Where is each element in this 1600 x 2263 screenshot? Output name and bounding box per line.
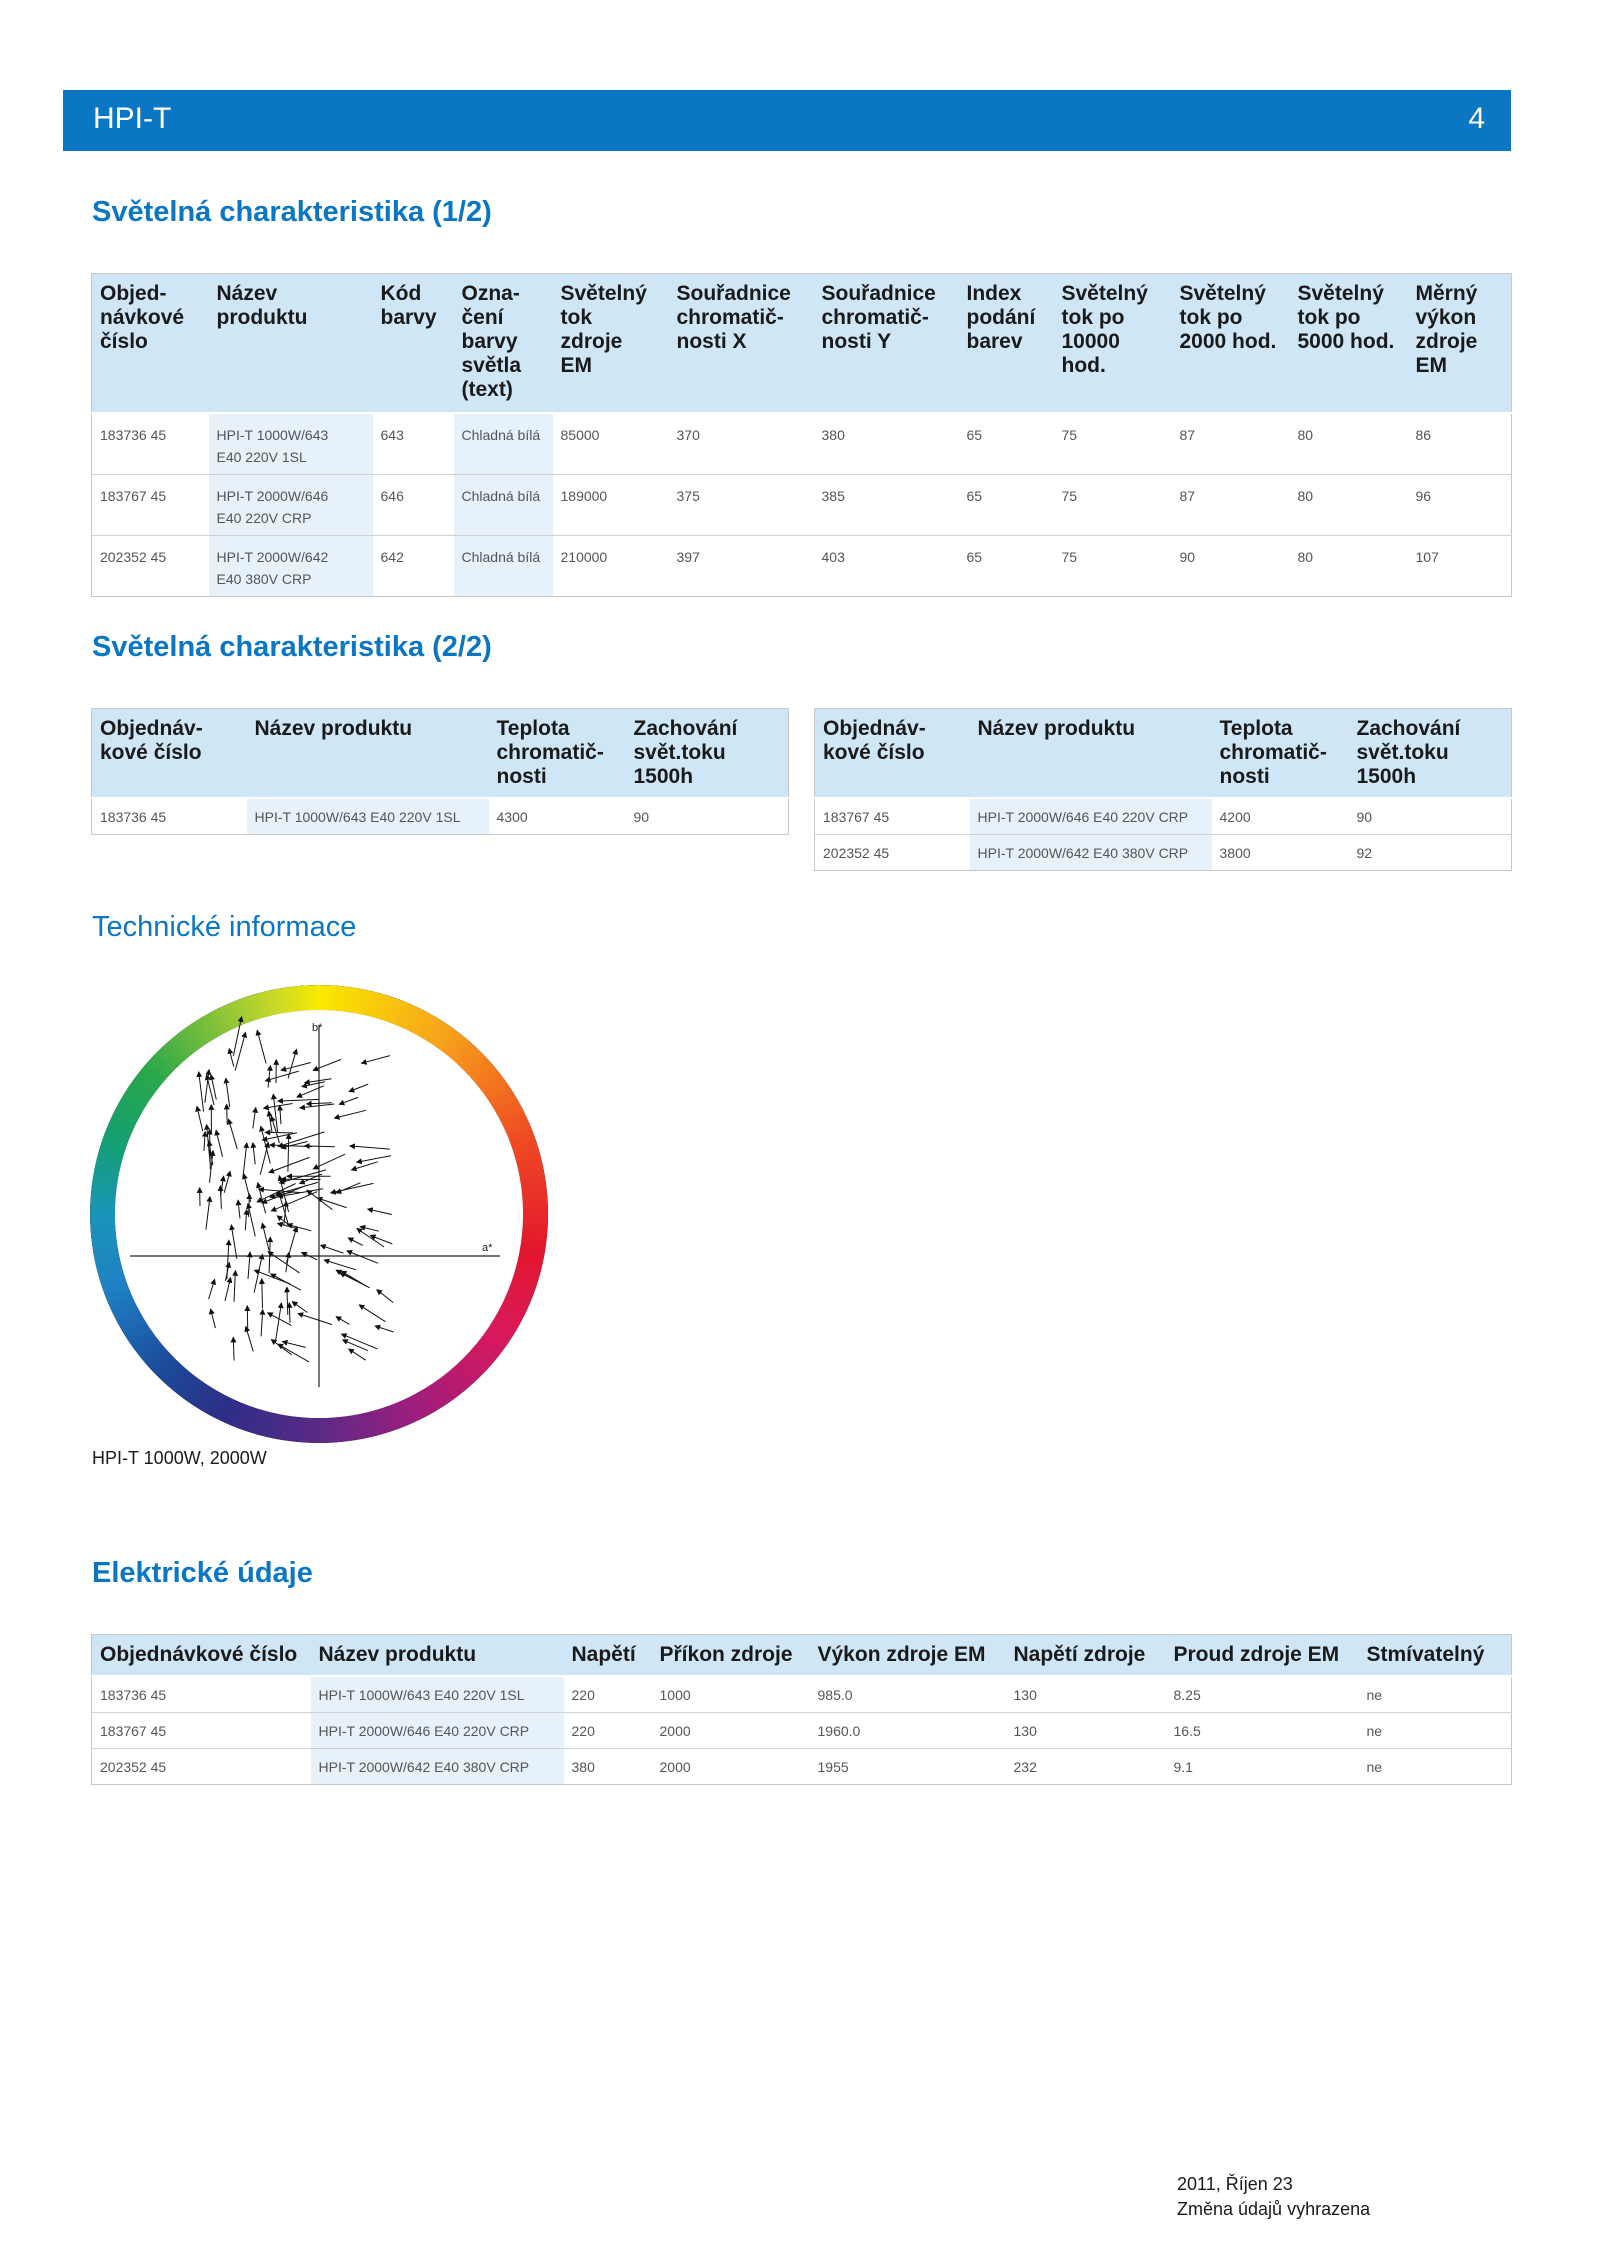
header-bar [63,90,1511,151]
column-header: Stmívatelný [1359,1635,1512,1677]
table-cell: 80 [1290,536,1408,597]
table-cell: 385 [814,475,959,536]
column-header: Zachování svět.toku 1500h [1349,709,1512,799]
a-axis-label: a* [482,1242,493,1254]
color-wheel-svg [90,985,548,1443]
shift-arrow [265,1132,293,1133]
column-header: Název produktu [247,709,489,799]
section-title-electrical-data: Elektrické údaje [92,1557,313,1589]
column-header: Napětí zdroje [1006,1635,1166,1677]
table-cell: 90 [626,798,789,835]
page-number: 4 [1468,102,1485,135]
table-row [92,1713,1512,1749]
table-cell: 1960.0 [810,1713,1006,1749]
column-header: Proud zdroje EM [1166,1635,1359,1677]
table-cell: 85000 [553,413,669,475]
table-cell: 130 [1006,1676,1166,1713]
table-cell: 80 [1290,413,1408,475]
table-cell: 87 [1172,413,1290,475]
column-header: Souřadnice chromatič- nosti Y [814,274,959,414]
column-header: Název produktu [311,1635,564,1677]
table-row [92,798,789,835]
table-cell: 107 [1408,536,1512,597]
table-cell: 232 [1006,1749,1166,1785]
table-cell: 3800 [1212,835,1349,871]
column-header: Světelný tok po 2000 hod. [1172,274,1290,414]
table-cell: 202352 45 [92,536,209,597]
column-header: Název produktu [209,274,373,414]
column-header: Teplota chromatič- nosti [489,709,626,799]
table-cell: 1955 [810,1749,1006,1785]
column-header: Objednáv- kové číslo [815,709,970,799]
table-row [92,475,1512,536]
table-cell: 86 [1408,413,1512,475]
table-cell: HPI-T 2000W/642 E40 380V CRP [209,536,373,597]
table-cell: 375 [669,475,814,536]
table-cell: HPI-T 2000W/642 E40 380V CRP [970,835,1212,871]
section-title-technical-info: Technické informace [92,911,357,943]
light-characteristics-table-2-left [91,708,789,835]
table-cell: 8.25 [1166,1676,1359,1713]
table-cell: 92 [1349,835,1512,871]
table-row [92,1749,1512,1785]
b-axis-label: b* [312,1022,323,1034]
table-row [92,536,1512,597]
table-cell: 87 [1172,475,1290,536]
table-cell: 397 [669,536,814,597]
light-characteristics-table-2-right [814,708,1512,871]
column-header: Napětí [564,1635,652,1677]
table-cell: 65 [959,536,1054,597]
column-header: Výkon zdroje EM [810,1635,1006,1677]
table-cell: Chladná bílá [454,475,553,536]
footer [1177,2172,1370,2222]
table-cell: 90 [1172,536,1290,597]
table-cell: 403 [814,536,959,597]
table-cell: 643 [373,413,454,475]
table-cell: 646 [373,475,454,536]
table-cell: 642 [373,536,454,597]
table-cell: 75 [1054,413,1172,475]
column-header: Objednáv- kové číslo [92,709,247,799]
table-cell: 1000 [652,1676,810,1713]
column-header: Ozna- čení barvy světla (text) [454,274,553,414]
table-cell: Chladná bílá [454,536,553,597]
document-title: HPI-T [93,102,172,135]
table-cell: 9.1 [1166,1749,1359,1785]
table-cell: 202352 45 [815,835,970,871]
column-header: Index podání barev [959,274,1054,414]
table-cell: 220 [564,1676,652,1713]
table-cell: 2000 [652,1713,810,1749]
table-row [92,1676,1512,1713]
table-cell: 202352 45 [92,1749,311,1785]
table-cell: 183736 45 [92,1676,311,1713]
table-cell: 183767 45 [815,798,970,835]
table-cell: 65 [959,413,1054,475]
table-cell: 96 [1408,475,1512,536]
column-header: Světelný tok po 10000 hod. [1054,274,1172,414]
column-header: Kód barvy [373,274,454,414]
table-cell: 183736 45 [92,798,247,835]
table-cell: HPI-T 2000W/646 E40 220V CRP [970,798,1212,835]
table-cell: HPI-T 2000W/642 E40 380V CRP [311,1749,564,1785]
table-cell: HPI-T 1000W/643 E40 220V 1SL [209,413,373,475]
table-cell: 985.0 [810,1676,1006,1713]
table-cell: 75 [1054,536,1172,597]
column-header: Světelný tok po 5000 hod. [1290,274,1408,414]
table-cell: 4300 [489,798,626,835]
table-cell: 4200 [1212,798,1349,835]
electrical-data-table [91,1634,1512,1785]
table-cell: 130 [1006,1713,1166,1749]
column-header: Objed- návkové číslo [92,274,209,414]
footer-note: Změna údajů vyhrazena [1177,2199,1371,2219]
table-row [815,798,1512,835]
column-header: Měrný výkon zdroje EM [1408,274,1512,414]
diagram-caption: HPI-T 1000W, 2000W [92,1448,267,1468]
table-cell: 220 [564,1713,652,1749]
table-cell: HPI-T 2000W/646 E40 220V CRP [209,475,373,536]
column-header: Zachování svět.toku 1500h [626,709,789,799]
section-title-light-characteristics-2: Světelná charakteristika (2/2) [92,631,492,663]
shift-arrow [289,1303,290,1323]
column-header: Název produktu [970,709,1212,799]
table-cell: 210000 [553,536,669,597]
table-cell: HPI-T 2000W/646 E40 220V CRP [311,1713,564,1749]
table-cell: 370 [669,413,814,475]
footer-date: 2011, Říjen 23 [1177,2174,1293,2194]
table-cell: 80 [1290,475,1408,536]
table-cell: HPI-T 1000W/643 E40 220V 1SL [247,798,489,835]
table-cell: ne [1359,1749,1512,1785]
shift-arrow [262,1279,263,1308]
column-header: Světelný tok zdroje EM [553,274,669,414]
table-row [92,413,1512,475]
table-cell: 90 [1349,798,1512,835]
table-cell: 380 [814,413,959,475]
table-cell: HPI-T 1000W/643 E40 220V 1SL [311,1676,564,1713]
table-cell: 380 [564,1749,652,1785]
table-cell: 75 [1054,475,1172,536]
table-cell: 183767 45 [92,475,209,536]
table-cell: 65 [959,475,1054,536]
section-title-light-characteristics-1: Světelná charakteristika (1/2) [92,196,492,228]
table-cell: 183767 45 [92,1713,311,1749]
column-header: Příkon zdroje [652,1635,810,1677]
column-header: Teplota chromatič- nosti [1212,709,1349,799]
table-cell: 183736 45 [92,413,209,475]
shift-arrow [227,1104,228,1124]
table-cell: 2000 [652,1749,810,1785]
table-cell: Chladná bílá [454,413,553,475]
light-characteristics-table-1 [91,273,1512,597]
column-header: Souřadnice chromatič- nosti X [669,274,814,414]
table-cell: 189000 [553,475,669,536]
table-cell: ne [1359,1713,1512,1749]
column-header: Objednávkové číslo [92,1635,311,1677]
color-shift-diagram [90,985,548,1443]
table-cell: 16.5 [1166,1713,1359,1749]
table-cell: ne [1359,1676,1512,1713]
table-row [815,835,1512,871]
